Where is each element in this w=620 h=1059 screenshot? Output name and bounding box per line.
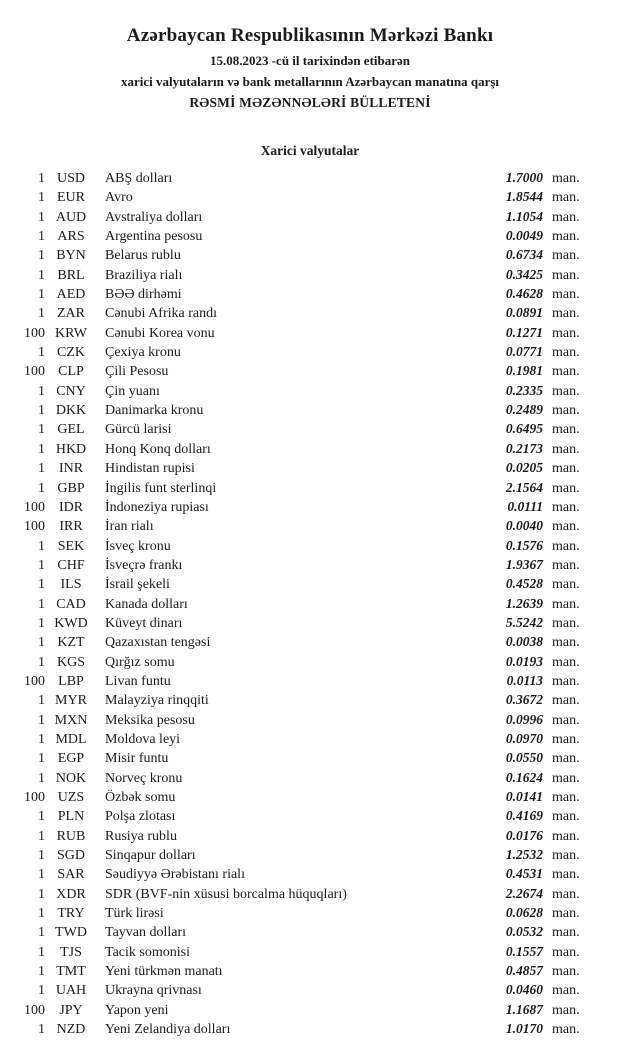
currency-quantity: 100 (24, 1002, 45, 1018)
unit-label: man. (552, 209, 580, 225)
unit-label: man. (552, 480, 580, 496)
rate-row (0, 168, 587, 187)
rate-value: 1.0170 (505, 1021, 543, 1037)
rate-value: 0.1576 (505, 537, 543, 553)
rates-table (0, 168, 620, 1038)
rate-row (0, 690, 587, 709)
rate-row (0, 903, 587, 922)
rate-row (0, 323, 587, 342)
rate-row (0, 342, 587, 361)
rate-row (0, 497, 587, 516)
rate-value: 0.0193 (505, 653, 543, 669)
currency-name: Meksika pesosu (105, 712, 195, 728)
rate-value: 0.1981 (505, 363, 543, 379)
currency-name: Yeni Zelandiya dolları (105, 1022, 231, 1038)
currency-name: Cənubi Afrika randı (105, 306, 217, 322)
currency-name: Yeni türkmən manatı (105, 964, 223, 980)
currency-quantity: 1 (38, 190, 45, 206)
rate-value: 0.0891 (505, 305, 543, 321)
unit-label: man. (552, 615, 580, 631)
currency-name: Cənubi Korea vonu (105, 325, 215, 341)
currency-name: İndoneziya rupiası (105, 499, 209, 515)
currency-code: CLP (58, 364, 84, 380)
currency-code: SGD (56, 848, 85, 864)
currency-name: Belarus rublu (105, 248, 181, 264)
currency-code: IRR (59, 519, 83, 535)
rate-value: 0.0205 (505, 460, 543, 476)
rate-value: 0.0040 (505, 518, 543, 534)
rate-value: 0.0176 (505, 827, 543, 843)
currency-quantity: 100 (24, 325, 45, 341)
currency-quantity: 1 (38, 731, 45, 747)
rate-row (0, 516, 587, 535)
rate-value: 0.0460 (505, 982, 543, 998)
rate-value: 0.3425 (505, 266, 543, 282)
currency-name: Ukrayna qrivnası (105, 983, 202, 999)
currency-quantity: 1 (38, 906, 45, 922)
rate-value: 1.1054 (505, 208, 543, 224)
currency-code: AUD (55, 209, 87, 225)
rate-value: 1.2532 (505, 847, 543, 863)
rate-value: 0.0141 (505, 789, 543, 804)
rate-row (0, 1000, 587, 1019)
rate-row (0, 884, 587, 903)
rate-value: 1.8544 (505, 189, 543, 205)
rate-row (0, 961, 587, 980)
currency-quantity: 1 (38, 751, 45, 767)
unit-label: man. (552, 267, 580, 283)
rate-value: 0.0550 (505, 750, 543, 766)
unit-label: man. (552, 790, 580, 805)
currency-name: Küveyt dinarı (105, 615, 183, 631)
currency-quantity: 100 (24, 499, 45, 515)
currency-name: Özbək somu (105, 790, 176, 805)
currency-code: RUB (56, 828, 86, 844)
unit-label: man. (552, 596, 580, 612)
rate-row (0, 594, 587, 613)
currency-name: Norveç kronu (105, 770, 183, 786)
currency-code: CHF (57, 557, 85, 573)
unit-label: man. (552, 519, 580, 535)
currency-quantity: 1 (38, 577, 45, 593)
unit-label: man. (552, 557, 580, 573)
currency-quantity: 1 (38, 635, 45, 651)
currency-code: LBP (58, 673, 84, 689)
currency-code: UAH (55, 983, 87, 999)
rate-value: 0.0628 (505, 905, 543, 921)
rate-row (0, 245, 587, 264)
currency-quantity: 1 (38, 229, 45, 245)
currency-quantity: 1 (38, 1022, 45, 1038)
unit-label: man. (552, 345, 580, 361)
rate-value: 0.2489 (505, 402, 543, 418)
rate-value: 0.4628 (505, 286, 543, 302)
currency-code: BYN (56, 248, 86, 264)
currency-quantity: 1 (38, 867, 45, 883)
currency-name: Kanada dolları (105, 596, 188, 612)
currency-name: Qazaxıstan tengəsi (105, 635, 211, 651)
rate-value: 1.7000 (505, 170, 543, 185)
currency-code: TRY (57, 906, 85, 922)
rate-row (0, 574, 587, 593)
rate-value: 0.2173 (505, 440, 543, 456)
rate-row (0, 478, 587, 497)
rate-value: 0.6734 (505, 247, 543, 263)
currency-quantity: 1 (38, 964, 45, 980)
rate-row (0, 748, 587, 767)
currency-code: BRL (57, 267, 85, 283)
currency-code: IDR (58, 499, 84, 515)
currency-name: Gürcü larisi (105, 422, 172, 438)
currency-quantity: 1 (38, 828, 45, 844)
currency-quantity: 100 (24, 673, 45, 689)
rate-row (0, 361, 587, 380)
currency-quantity: 1 (38, 944, 45, 960)
unit-label: man. (552, 944, 580, 960)
rate-row (0, 671, 587, 690)
currency-name: Argentina pesosu (105, 229, 203, 245)
currency-code: SAR (57, 867, 85, 883)
currency-name: Sinqapur dolları (105, 848, 196, 864)
unit-label: man. (552, 171, 580, 186)
currency-quantity: 1 (38, 557, 45, 573)
currency-quantity: 100 (24, 519, 45, 535)
currency-code: INR (58, 461, 84, 477)
rate-value: 0.4528 (505, 576, 543, 592)
currency-quantity: 1 (38, 461, 45, 477)
rate-row (0, 729, 587, 748)
rate-row (0, 942, 587, 961)
rate-row (0, 536, 587, 555)
rate-row (0, 980, 587, 999)
currency-code: TMT (56, 964, 86, 980)
unit-label: man. (552, 635, 580, 651)
unit-label: man. (552, 577, 580, 593)
rate-value: 0.0771 (505, 344, 543, 360)
rate-value: 0.2335 (505, 382, 543, 398)
subtitle-line: xarici valyutaların və bank metallarının Azərbaycan manatına qarşı (120, 74, 500, 89)
unit-label: man. (552, 964, 580, 980)
unit-label: man. (552, 229, 580, 245)
unit-label: man. (552, 287, 580, 303)
unit-label: man. (552, 1002, 580, 1018)
rate-value: 0.0111 (507, 498, 543, 514)
section-title-foreign-currencies: Xarici valyutalar (260, 143, 360, 158)
rate-value: 1.1687 (505, 1001, 543, 1017)
rate-value: 5.5242 (505, 614, 543, 630)
unit-label: man. (552, 751, 580, 767)
currency-quantity: 1 (38, 345, 45, 361)
currency-name: İsveçrə frankı (105, 557, 183, 573)
currency-name: Tayvan dolları (105, 925, 187, 941)
rate-value: 0.3672 (505, 692, 543, 708)
currency-name: İngilis funt sterlinqi (105, 480, 217, 496)
rate-row (0, 207, 587, 226)
currency-quantity: 100 (24, 790, 45, 805)
currency-quantity: 1 (38, 403, 45, 419)
currency-code: ZAR (57, 306, 85, 322)
currency-quantity: 1 (38, 209, 45, 225)
rate-value: 0.0038 (505, 634, 543, 650)
rate-row (0, 864, 587, 883)
rate-value: 0.4169 (505, 808, 543, 824)
rate-value: 1.9367 (505, 556, 543, 572)
currency-quantity: 1 (38, 886, 45, 902)
rate-value: 1.2639 (505, 595, 543, 611)
currency-name: BƏƏ dirhəmi (105, 287, 182, 303)
currency-quantity: 100 (24, 364, 45, 380)
currency-quantity: 1 (38, 248, 45, 264)
unit-label: man. (552, 190, 580, 206)
unit-label: man. (552, 538, 580, 554)
currency-code: PLN (57, 809, 85, 825)
currency-name: Avro (105, 190, 133, 206)
currency-name: Avstraliya dolları (105, 209, 203, 225)
unit-label: man. (552, 925, 580, 941)
rate-value: 2.2674 (505, 885, 543, 901)
currency-name: Braziliya rialı (105, 267, 183, 283)
rate-value: 0.1271 (505, 324, 543, 340)
unit-label: man. (552, 867, 580, 883)
currency-quantity: 1 (38, 848, 45, 864)
unit-label: man. (552, 499, 580, 515)
currency-code: CNY (56, 383, 86, 399)
currency-code: MDL (55, 731, 87, 747)
unit-label: man. (552, 693, 580, 709)
unit-label: man. (552, 461, 580, 477)
currency-quantity: 1 (38, 983, 45, 999)
rate-row (0, 652, 587, 671)
rate-row (0, 1019, 587, 1038)
unit-label: man. (552, 1022, 580, 1038)
rate-row (0, 439, 587, 458)
unit-label: man. (552, 828, 580, 844)
unit-label: man. (552, 983, 580, 999)
currency-quantity: 1 (38, 422, 45, 438)
currency-name: Çexiya kronu (105, 345, 181, 361)
rate-row (0, 419, 587, 438)
currency-name: Honq Konq dolları (105, 441, 211, 457)
rate-row (0, 768, 587, 787)
currency-quantity: 1 (38, 383, 45, 399)
currency-name: ABŞ dolları (105, 171, 173, 186)
currency-code: NOK (55, 770, 87, 786)
rate-value: 0.0532 (505, 924, 543, 940)
currency-name: İran rialı (105, 519, 154, 535)
currency-name: Malayziya rinqqiti (105, 693, 209, 709)
rate-value: 0.4531 (505, 866, 543, 882)
bank-name-title: Azərbaycan Respublikasının Mərkəzi Bankı (126, 25, 494, 46)
unit-label: man. (552, 673, 580, 689)
currency-code: ILS (60, 577, 82, 593)
currency-code: ARS (57, 229, 85, 245)
rate-row (0, 806, 587, 825)
bulletin-title: RƏSMİ MƏZƏNNƏLƏRİ BÜLLETENİ (189, 95, 431, 110)
unit-label: man. (552, 383, 580, 399)
rate-row (0, 226, 587, 245)
rate-row (0, 265, 587, 284)
rate-value: 0.0996 (505, 711, 543, 727)
unit-label: man. (552, 422, 580, 438)
currency-code: SEK (57, 538, 85, 554)
currency-quantity: 1 (38, 654, 45, 670)
currency-name: Qırğız somu (105, 654, 175, 670)
currency-name: Tacik somonisi (105, 944, 190, 960)
currency-name: Hindistan rupisi (105, 461, 195, 477)
rate-value: 2.1564 (505, 479, 543, 495)
document-header (0, 0, 620, 110)
currency-name: Türk lirəsi (105, 906, 164, 922)
currency-quantity: 1 (38, 809, 45, 825)
currency-name: Misir funtu (105, 751, 169, 767)
currency-name: Çin yuanı (105, 383, 160, 399)
currency-quantity: 1 (38, 171, 45, 186)
currency-code: DKK (55, 403, 87, 419)
unit-label: man. (552, 809, 580, 825)
rate-row (0, 632, 587, 651)
currency-quantity: 1 (38, 267, 45, 283)
currency-name: Livan funtu (105, 673, 171, 689)
currency-name: Danimarka kronu (105, 403, 204, 419)
unit-label: man. (552, 364, 580, 380)
currency-code: CAD (56, 596, 86, 612)
currency-quantity: 1 (38, 712, 45, 728)
currency-code: TWD (55, 925, 87, 941)
currency-code: GBP (57, 480, 85, 496)
currency-quantity: 1 (38, 925, 45, 941)
currency-name: Moldova leyi (105, 731, 181, 747)
currency-name: İsveç kronu (105, 538, 171, 554)
unit-label: man. (552, 654, 580, 670)
currency-name: Yapon yeni (105, 1002, 169, 1018)
currency-quantity: 1 (38, 770, 45, 786)
currency-code: UZS (57, 790, 85, 805)
unit-label: man. (552, 325, 580, 341)
currency-code: KZT (57, 635, 85, 651)
unit-label: man. (552, 403, 580, 419)
rate-row (0, 826, 587, 845)
rate-row (0, 400, 587, 419)
rate-row (0, 710, 587, 729)
currency-quantity: 1 (38, 693, 45, 709)
unit-label: man. (552, 770, 580, 786)
currency-code: KRW (55, 325, 87, 341)
rate-value: 0.0970 (505, 730, 543, 746)
unit-label: man. (552, 306, 580, 322)
currency-name: Rusiya rublu (105, 828, 177, 844)
currency-code: EGP (57, 751, 85, 767)
currency-code: HKD (55, 441, 87, 457)
rate-row (0, 187, 587, 206)
currency-quantity: 1 (38, 480, 45, 496)
currency-quantity: 1 (38, 287, 45, 303)
currency-code: NZD (56, 1022, 86, 1038)
unit-label: man. (552, 906, 580, 922)
rate-row (0, 613, 587, 632)
currency-code: KGS (56, 654, 85, 670)
rate-value: 0.6495 (505, 421, 543, 437)
rate-row (0, 555, 587, 574)
rate-row (0, 458, 587, 477)
rate-row (0, 284, 587, 303)
currency-name: Çili Pesosu (105, 364, 169, 380)
effective-date-line: 15.08.2023 -cü il tarixindən etibarən (209, 53, 411, 68)
currency-code: XDR (56, 886, 86, 902)
rate-value: 0.0049 (505, 228, 543, 244)
rate-value: 0.4857 (505, 963, 543, 979)
rate-row (0, 303, 587, 322)
currency-code: EUR (57, 190, 85, 206)
currency-quantity: 1 (38, 596, 45, 612)
currency-code: KWD (54, 615, 88, 631)
currency-code: CZK (57, 345, 85, 361)
rate-value: 0.1624 (505, 769, 543, 785)
unit-label: man. (552, 886, 580, 902)
rate-value: 0.0113 (506, 672, 543, 688)
currency-code: MXN (54, 712, 88, 728)
unit-label: man. (552, 712, 580, 728)
currency-code: GEL (57, 422, 85, 438)
rate-value: 0.1557 (505, 943, 543, 959)
currency-name: Polşa zlotası (105, 809, 176, 825)
unit-label: man. (552, 441, 580, 457)
currency-quantity: 1 (38, 306, 45, 322)
rate-row (0, 922, 587, 941)
currency-code: USD (56, 171, 85, 186)
currency-quantity: 1 (38, 538, 45, 554)
currency-code: TJS (60, 944, 82, 960)
currency-name: İsrail şekeli (105, 577, 170, 593)
currency-quantity: 1 (38, 615, 45, 631)
currency-code: MYR (55, 693, 87, 709)
unit-label: man. (552, 731, 580, 747)
rate-row (0, 381, 587, 400)
rate-row (0, 787, 587, 806)
currency-code: JPY (59, 1002, 83, 1018)
rate-row (0, 845, 587, 864)
unit-label: man. (552, 848, 580, 864)
currency-quantity: 1 (38, 441, 45, 457)
currency-name: Səudiyyə Ərəbistanı rialı (105, 867, 245, 883)
currency-code: AED (56, 287, 86, 303)
unit-label: man. (552, 248, 580, 264)
currency-name: SDR (BVF-nin xüsusi borcalma hüquqları) (105, 886, 347, 902)
